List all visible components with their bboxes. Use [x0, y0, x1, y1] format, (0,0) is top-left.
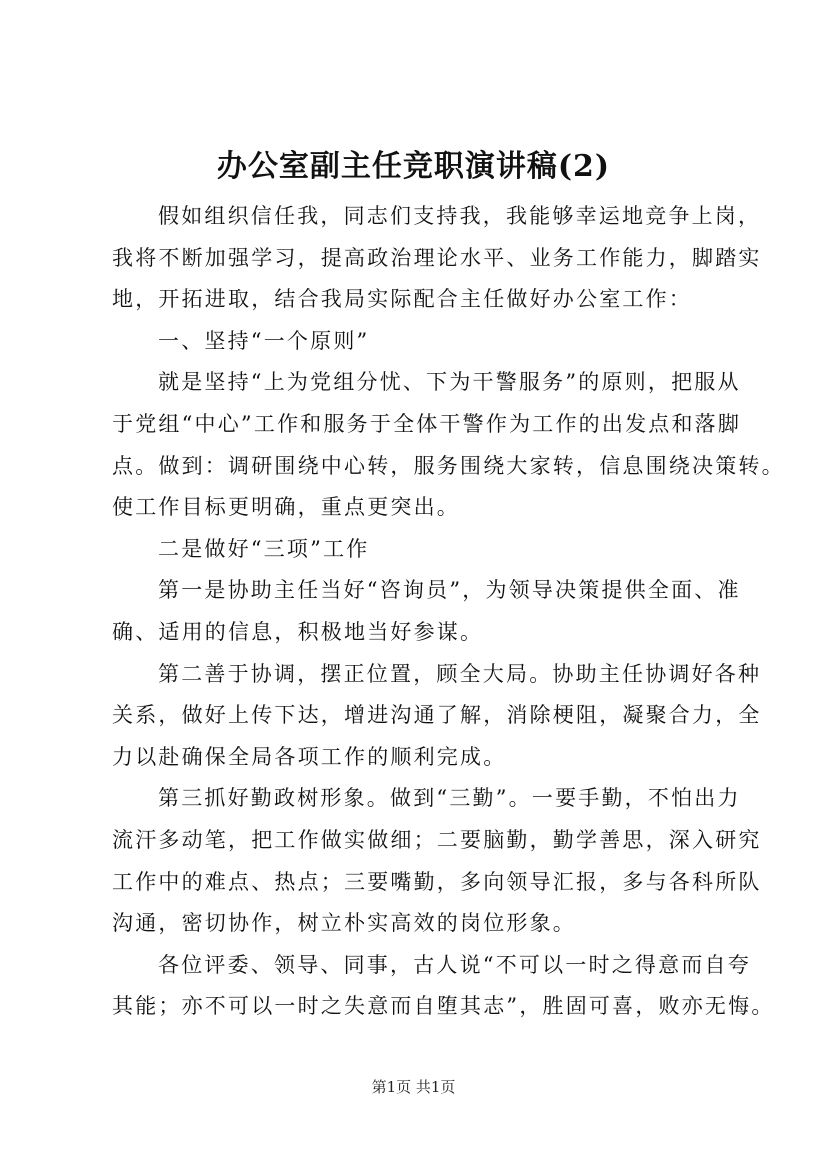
paragraph-line: 第二善于协调，摆正位置，顾全大局。协助主任协调好各种: [158, 661, 762, 686]
paragraph-line: 各位评委、领导、同事，古人说“不可以一时之得意而自夸: [158, 952, 751, 977]
paragraph-line: 沟通，密切协作，树立朴实高效的岗位形象。: [112, 911, 576, 936]
section-heading: 一、坚持“一个原则”: [158, 328, 370, 353]
paragraph-line: 第一是协助主任当好“咨询员”，为领导决策提供全面、准: [158, 578, 741, 603]
paragraph-line: 第三抓好勤政树形象。做到“三勤”。一要手勤，不怕出力: [158, 786, 741, 811]
paragraph-line: 使工作目标更明确，重点更突出。: [112, 495, 460, 520]
paragraph-line: 假如组织信任我，同志们支持我，我能够幸运地竞争上岗，: [158, 204, 762, 228]
section-heading: 二是做好“三项”工作: [158, 536, 370, 561]
paragraph-line: 就是坚持“上为党组分忧、下为干警服务”的原则，把服从: [158, 370, 741, 395]
paragraph-line: 点。做到：调研围绕中心转，服务围绕大家转，信息围绕决策转。: [112, 453, 785, 478]
paragraph-line: 于党组“中心”工作和服务于全体干警作为工作的出发点和落脚: [112, 411, 742, 436]
paragraph-line: 确、适用的信息，积极地当好参谋。: [112, 619, 484, 644]
page-footer: 第1页 共1页: [371, 1078, 456, 1096]
paragraph-line: 其能；亦不可以一时之失意而自堕其志”，胜固可喜，败亦无悔。: [112, 994, 775, 1019]
paragraph-line: 地，开拓进取，结合我局实际配合主任做好办公室工作：: [112, 287, 692, 312]
paragraph-line: 力以赴确保全局各项工作的顺利完成。: [112, 744, 507, 769]
document-body: [112, 196, 785, 1028]
paragraph-line: 关系，做好上传下达，增进沟通了解，消除梗阻，凝聚合力，全: [112, 703, 762, 728]
paragraph-line: 工作中的难点、热点；三要嘴勤，多向领导汇报，多与各科所队: [112, 869, 762, 894]
paragraph-line: 流汗多动笔，把工作做实做细；二要脑勤，勤学善思，深入研究: [112, 827, 762, 852]
paragraph-line: 我将不断加强学习，提高政治理论水平、业务工作能力，脚踏实: [112, 245, 762, 270]
document-title: 办公室副主任竞职演讲稿(2): [216, 149, 611, 184]
